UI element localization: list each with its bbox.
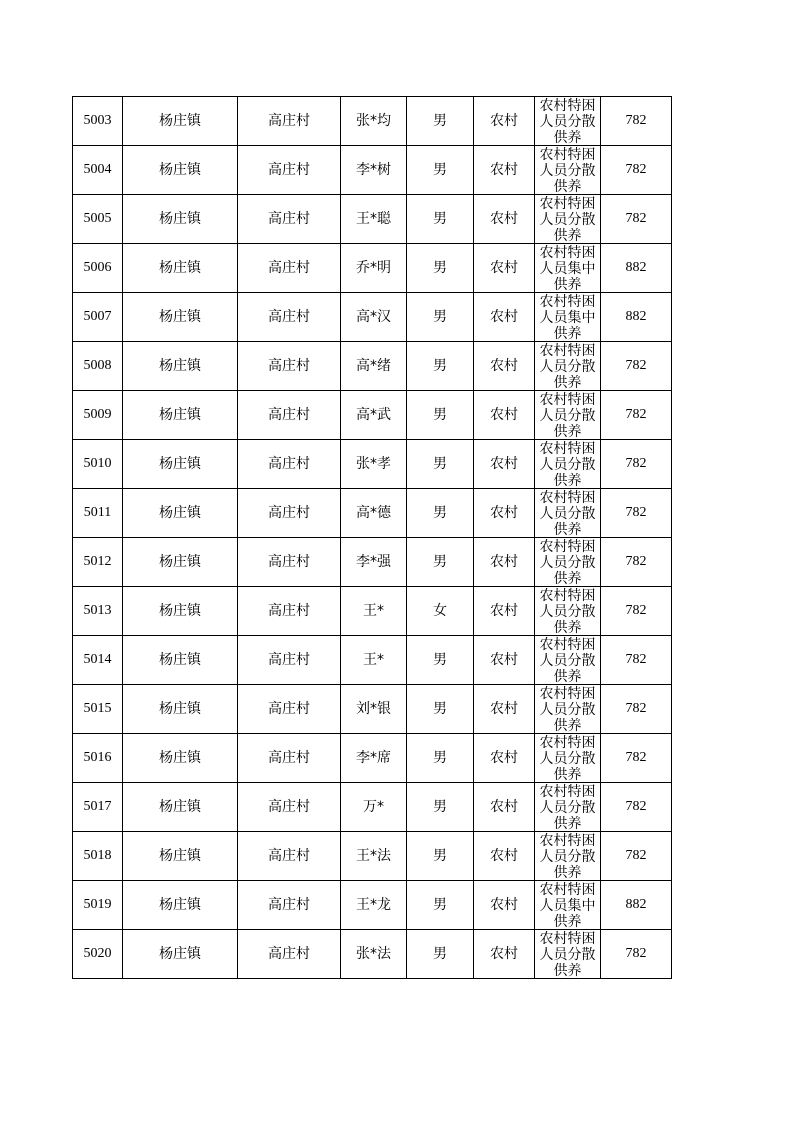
person-name-cell: 王*龙 xyxy=(341,881,407,930)
gender-cell: 男 xyxy=(407,391,474,440)
town-cell: 杨庄镇 xyxy=(123,930,238,979)
village-cell: 高庄村 xyxy=(238,342,341,391)
gender-cell: 男 xyxy=(407,146,474,195)
gender-cell: 男 xyxy=(407,244,474,293)
record-number-cell: 5018 xyxy=(73,832,123,881)
residence-type-cell: 农村 xyxy=(474,930,535,979)
support-category-text: 农村特困人员分散供养 xyxy=(539,637,596,684)
record-number-cell: 5005 xyxy=(73,195,123,244)
person-name-cell: 李*席 xyxy=(341,734,407,783)
town-cell: 杨庄镇 xyxy=(123,342,238,391)
gender-cell: 男 xyxy=(407,930,474,979)
town-cell: 杨庄镇 xyxy=(123,440,238,489)
support-category-text: 农村特困人员分散供养 xyxy=(539,833,596,880)
amount-cell: 882 xyxy=(601,244,672,293)
amount-cell: 782 xyxy=(601,930,672,979)
village-cell: 高庄村 xyxy=(238,930,341,979)
support-category-cell xyxy=(535,97,601,146)
support-category-text: 农村特困人员分散供养 xyxy=(539,441,596,488)
table-row xyxy=(73,97,672,146)
gender-cell: 男 xyxy=(407,783,474,832)
person-name-cell: 王* xyxy=(341,636,407,685)
gender-cell: 男 xyxy=(407,293,474,342)
village-cell: 高庄村 xyxy=(238,195,341,244)
record-number-cell: 5006 xyxy=(73,244,123,293)
village-cell: 高庄村 xyxy=(238,636,341,685)
person-name-cell: 李*树 xyxy=(341,146,407,195)
residence-type-cell: 农村 xyxy=(474,636,535,685)
table-row xyxy=(73,293,672,342)
record-number-cell: 5020 xyxy=(73,930,123,979)
support-category-cell xyxy=(535,146,601,195)
residence-type-cell: 农村 xyxy=(474,391,535,440)
town-cell: 杨庄镇 xyxy=(123,244,238,293)
residence-type-cell: 农村 xyxy=(474,342,535,391)
table-row xyxy=(73,391,672,440)
village-cell: 高庄村 xyxy=(238,244,341,293)
residence-type-cell: 农村 xyxy=(474,440,535,489)
residence-type-cell: 农村 xyxy=(474,587,535,636)
residence-type-cell: 农村 xyxy=(474,293,535,342)
support-category-cell xyxy=(535,881,601,930)
gender-cell: 男 xyxy=(407,440,474,489)
person-name-cell: 张*法 xyxy=(341,930,407,979)
table-row xyxy=(73,538,672,587)
person-name-cell: 刘*银 xyxy=(341,685,407,734)
town-cell: 杨庄镇 xyxy=(123,881,238,930)
support-category-cell xyxy=(535,391,601,440)
support-category-text: 农村特困人员分散供养 xyxy=(539,343,596,390)
record-number-cell: 5007 xyxy=(73,293,123,342)
residence-type-cell: 农村 xyxy=(474,881,535,930)
support-category-cell xyxy=(535,685,601,734)
person-name-cell: 李*强 xyxy=(341,538,407,587)
support-category-text: 农村特困人员分散供养 xyxy=(539,539,596,586)
table-row xyxy=(73,636,672,685)
support-category-cell xyxy=(535,489,601,538)
record-number-cell: 5004 xyxy=(73,146,123,195)
support-category-text: 农村特困人员分散供养 xyxy=(539,588,596,635)
person-name-cell: 王*法 xyxy=(341,832,407,881)
person-name-cell: 高*汉 xyxy=(341,293,407,342)
amount-cell: 782 xyxy=(601,146,672,195)
record-number-cell: 5008 xyxy=(73,342,123,391)
village-cell: 高庄村 xyxy=(238,146,341,195)
support-category-cell xyxy=(535,930,601,979)
village-cell: 高庄村 xyxy=(238,587,341,636)
amount-cell: 782 xyxy=(601,587,672,636)
support-category-text: 农村特困人员分散供养 xyxy=(539,147,596,194)
village-cell: 高庄村 xyxy=(238,293,341,342)
support-category-text: 农村特困人员集中供养 xyxy=(539,294,596,341)
amount-cell: 782 xyxy=(601,195,672,244)
support-category-cell xyxy=(535,342,601,391)
amount-cell: 782 xyxy=(601,391,672,440)
amount-cell: 882 xyxy=(601,293,672,342)
village-cell: 高庄村 xyxy=(238,832,341,881)
record-number-cell: 5014 xyxy=(73,636,123,685)
support-category-text: 农村特困人员分散供养 xyxy=(539,784,596,831)
record-number-cell: 5013 xyxy=(73,587,123,636)
amount-cell: 782 xyxy=(601,832,672,881)
table-row xyxy=(73,832,672,881)
town-cell: 杨庄镇 xyxy=(123,685,238,734)
support-category-text: 农村特困人员分散供养 xyxy=(539,735,596,782)
village-cell: 高庄村 xyxy=(238,538,341,587)
residence-type-cell: 农村 xyxy=(474,783,535,832)
village-cell: 高庄村 xyxy=(238,391,341,440)
record-number-cell: 5016 xyxy=(73,734,123,783)
gender-cell: 男 xyxy=(407,195,474,244)
town-cell: 杨庄镇 xyxy=(123,391,238,440)
gender-cell: 女 xyxy=(407,587,474,636)
support-category-cell xyxy=(535,538,601,587)
support-category-cell xyxy=(535,832,601,881)
person-name-cell: 高*武 xyxy=(341,391,407,440)
amount-cell: 782 xyxy=(601,342,672,391)
record-number-cell: 5017 xyxy=(73,783,123,832)
town-cell: 杨庄镇 xyxy=(123,97,238,146)
table-row xyxy=(73,489,672,538)
amount-cell: 782 xyxy=(601,783,672,832)
record-number-cell: 5015 xyxy=(73,685,123,734)
support-category-text: 农村特困人员集中供养 xyxy=(539,882,596,929)
support-category-cell xyxy=(535,244,601,293)
amount-cell: 782 xyxy=(601,97,672,146)
support-category-cell xyxy=(535,587,601,636)
roster-body xyxy=(73,97,672,979)
person-name-cell: 张*孝 xyxy=(341,440,407,489)
amount-cell: 782 xyxy=(601,538,672,587)
record-number-cell: 5009 xyxy=(73,391,123,440)
gender-cell: 男 xyxy=(407,636,474,685)
town-cell: 杨庄镇 xyxy=(123,538,238,587)
person-name-cell: 王*聪 xyxy=(341,195,407,244)
person-name-cell: 王* xyxy=(341,587,407,636)
person-name-cell: 万* xyxy=(341,783,407,832)
residence-type-cell: 农村 xyxy=(474,685,535,734)
amount-cell: 782 xyxy=(601,489,672,538)
village-cell: 高庄村 xyxy=(238,489,341,538)
village-cell: 高庄村 xyxy=(238,734,341,783)
table-row xyxy=(73,685,672,734)
amount-cell: 782 xyxy=(601,636,672,685)
support-category-text: 农村特困人员分散供养 xyxy=(539,931,596,978)
person-name-cell: 高*德 xyxy=(341,489,407,538)
support-category-cell xyxy=(535,783,601,832)
table-row xyxy=(73,734,672,783)
table-row xyxy=(73,881,672,930)
table-row xyxy=(73,244,672,293)
support-category-cell xyxy=(535,195,601,244)
amount-cell: 782 xyxy=(601,734,672,783)
table-row xyxy=(73,342,672,391)
town-cell: 杨庄镇 xyxy=(123,783,238,832)
residence-type-cell: 农村 xyxy=(474,734,535,783)
record-number-cell: 5012 xyxy=(73,538,123,587)
amount-cell: 782 xyxy=(601,440,672,489)
gender-cell: 男 xyxy=(407,97,474,146)
residence-type-cell: 农村 xyxy=(474,489,535,538)
table-row xyxy=(73,930,672,979)
support-category-text: 农村特困人员分散供养 xyxy=(539,392,596,439)
support-category-text: 农村特困人员分散供养 xyxy=(539,686,596,733)
person-name-cell: 张*均 xyxy=(341,97,407,146)
residence-type-cell: 农村 xyxy=(474,832,535,881)
table-row xyxy=(73,587,672,636)
record-number-cell: 5011 xyxy=(73,489,123,538)
record-number-cell: 5003 xyxy=(73,97,123,146)
town-cell: 杨庄镇 xyxy=(123,832,238,881)
town-cell: 杨庄镇 xyxy=(123,195,238,244)
support-category-cell xyxy=(535,440,601,489)
support-category-cell xyxy=(535,293,601,342)
record-number-cell: 5010 xyxy=(73,440,123,489)
table-row xyxy=(73,146,672,195)
residence-type-cell: 农村 xyxy=(474,195,535,244)
residence-type-cell: 农村 xyxy=(474,244,535,293)
support-category-text: 农村特困人员分散供养 xyxy=(539,490,596,537)
town-cell: 杨庄镇 xyxy=(123,489,238,538)
gender-cell: 男 xyxy=(407,489,474,538)
village-cell: 高庄村 xyxy=(238,440,341,489)
support-category-text: 农村特困人员分散供养 xyxy=(539,196,596,243)
record-number-cell: 5019 xyxy=(73,881,123,930)
table-row xyxy=(73,195,672,244)
town-cell: 杨庄镇 xyxy=(123,636,238,685)
village-cell: 高庄村 xyxy=(238,881,341,930)
amount-cell: 882 xyxy=(601,881,672,930)
support-category-text: 农村特困人员分散供养 xyxy=(539,98,596,145)
table-row xyxy=(73,783,672,832)
town-cell: 杨庄镇 xyxy=(123,734,238,783)
town-cell: 杨庄镇 xyxy=(123,146,238,195)
residence-type-cell: 农村 xyxy=(474,97,535,146)
gender-cell: 男 xyxy=(407,342,474,391)
town-cell: 杨庄镇 xyxy=(123,587,238,636)
amount-cell: 782 xyxy=(601,685,672,734)
gender-cell: 男 xyxy=(407,538,474,587)
gender-cell: 男 xyxy=(407,832,474,881)
person-name-cell: 高*绪 xyxy=(341,342,407,391)
person-name-cell: 乔*明 xyxy=(341,244,407,293)
gender-cell: 男 xyxy=(407,685,474,734)
support-category-cell xyxy=(535,636,601,685)
table-row xyxy=(73,440,672,489)
residence-type-cell: 农村 xyxy=(474,146,535,195)
village-cell: 高庄村 xyxy=(238,97,341,146)
support-category-text: 农村特困人员集中供养 xyxy=(539,245,596,292)
gender-cell: 男 xyxy=(407,734,474,783)
village-cell: 高庄村 xyxy=(238,685,341,734)
town-cell: 杨庄镇 xyxy=(123,293,238,342)
residence-type-cell: 农村 xyxy=(474,538,535,587)
support-category-cell xyxy=(535,734,601,783)
village-cell: 高庄村 xyxy=(238,783,341,832)
roster-table xyxy=(72,96,672,979)
gender-cell: 男 xyxy=(407,881,474,930)
